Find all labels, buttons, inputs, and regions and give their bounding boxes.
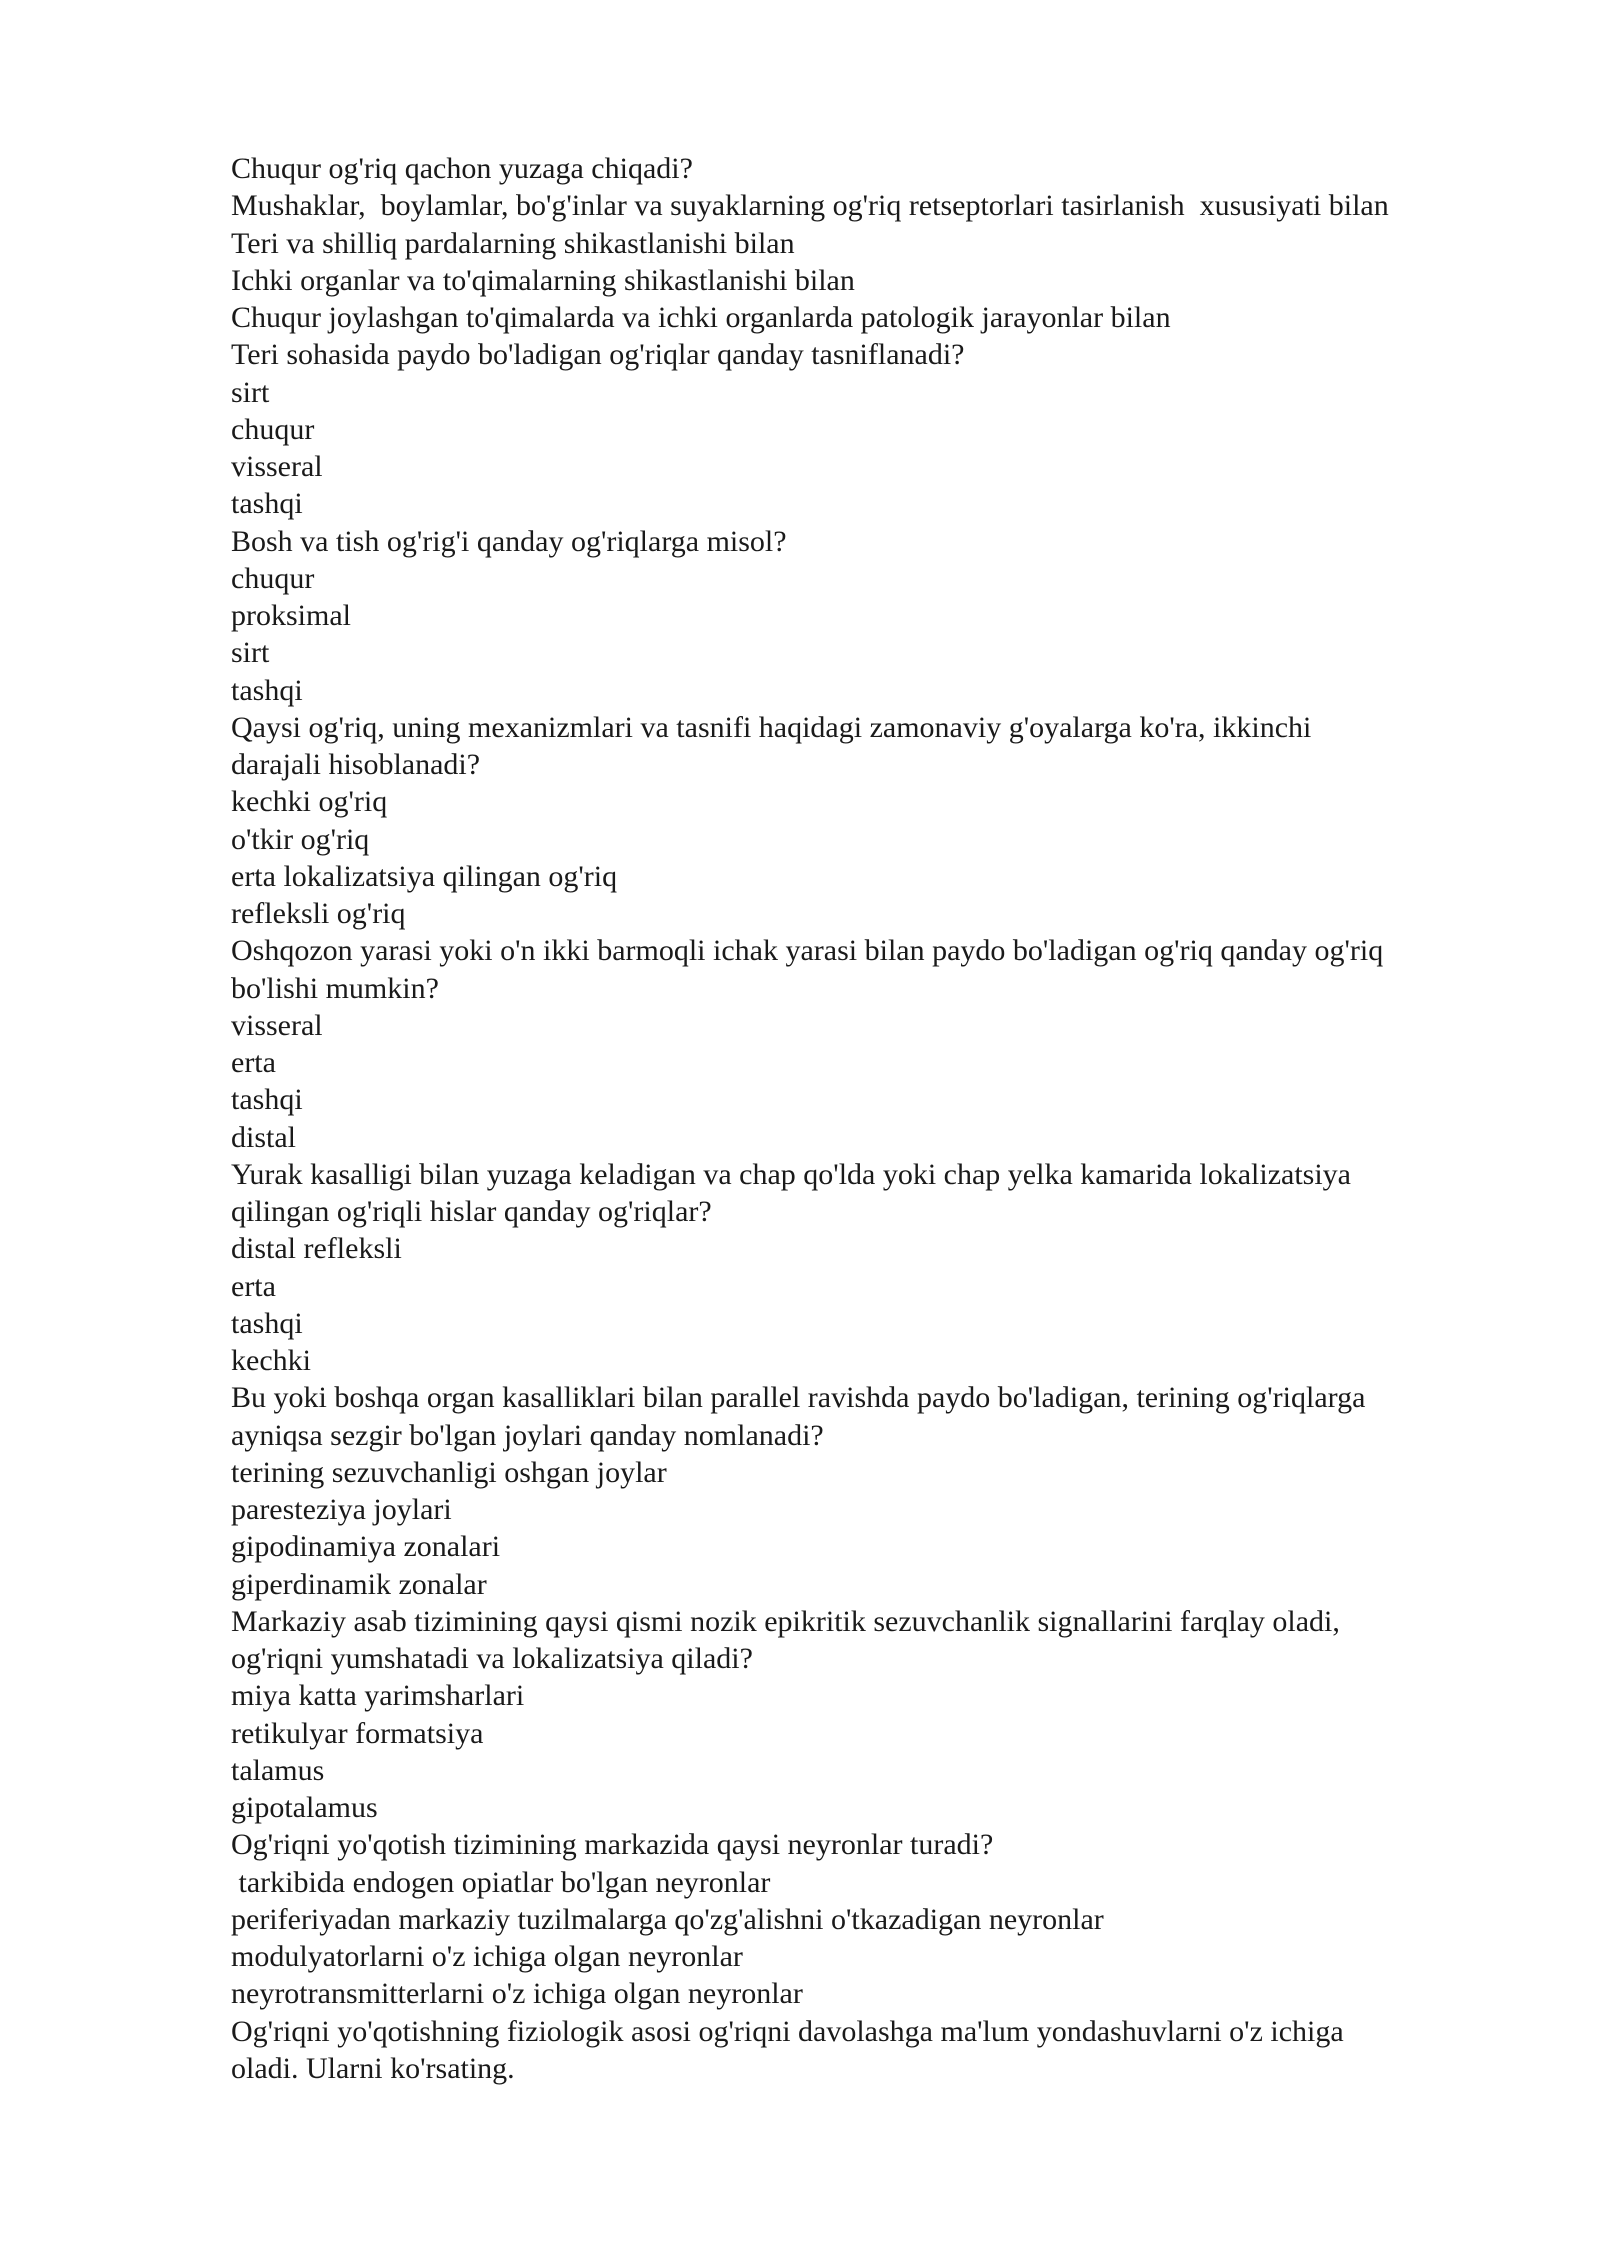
text-line: kechki og'riq	[231, 785, 388, 819]
text-line: visseral	[231, 450, 323, 483]
text-line: Chuqur og'riq qachon yuzaga chiqadi?	[231, 152, 693, 185]
text-line: Yurak kasalligi bilan yuzaga keladigan va chap qo'lda yoki chap yelka kamarida lokalizatsiya	[231, 1157, 1351, 1191]
text-line: retikulyar formatsiya	[231, 1716, 484, 1750]
text-line: giperdinamik zonalar	[231, 1567, 487, 1601]
text-line: o'tkir og'riq	[231, 822, 370, 856]
text-line: Og'riqni yo'qotishning fiziologik asosi og'riqni davolashga ma'lum yondashuvlarni o'z ichiga	[231, 2014, 1344, 2048]
text-line: neyrotransmitterlarni o'z ichiga olgan neyronlar	[231, 1977, 803, 2011]
text-line: modulyatorlarni o'z ichiga olgan neyronlar	[231, 1940, 743, 1973]
text-line: gipodinamiya zonalari	[231, 1530, 501, 1564]
text-line: darajali hisoblanadi?	[231, 748, 481, 781]
text-line: Oshqozon yarasi yoki o'n ikki barmoqli ichak yarasi bilan paydo bo'ladigan og'riq qanday og'riq	[231, 934, 1384, 968]
text-line: refleksli og'riq	[231, 897, 406, 930]
text-line: erta lokalizatsiya qilingan og'riq	[231, 859, 618, 893]
text-line: og'riqni yumshatadi va lokalizatsiya qiladi?	[231, 1642, 753, 1675]
text-line: miya katta yarimsharlari	[231, 1679, 525, 1713]
text-line: terining sezuvchanligi oshgan joylar	[231, 1455, 667, 1489]
text-line: gipotalamus	[231, 1791, 378, 1824]
text-line: Ichki organlar va to'qimalarning shikastlanishi bilan	[231, 263, 855, 297]
text-line: talamus	[231, 1753, 325, 1787]
text-line: oladi. Ularni ko'rsating.	[231, 2051, 515, 2085]
text-line: tashqi	[231, 487, 303, 521]
text-line: bo'lishi mumkin?	[231, 971, 439, 1005]
text-line: kechki	[231, 1344, 311, 1377]
text-line: Chuqur joylashgan to'qimalarda va ichki organlarda patologik jarayonlar bilan	[231, 301, 1171, 334]
text-line: paresteziya joylari	[231, 1493, 452, 1526]
text-line: periferiyadan markaziy tuzilmalarga qo'zg'alishni o'tkazadigan neyronlar	[231, 1902, 1104, 1936]
text-line: tashqi	[231, 1306, 303, 1340]
text-line: erta	[231, 1269, 276, 1303]
text-line: proksimal	[231, 599, 351, 632]
text-line: ayniqsa sezgir bo'lgan joylari qanday nomlanadi?	[231, 1418, 824, 1452]
text-line: chuqur	[231, 561, 315, 595]
text-line: Qaysi og'riq, uning mexanizmlari va tasnifi haqidagi zamonaviy g'oyalarga ko'ra, ikkinchi	[231, 710, 1312, 744]
text-line: erta	[231, 1046, 276, 1079]
document-page	[231, 150, 1531, 2087]
text-line: sirt	[231, 636, 270, 670]
text-line: sirt	[231, 375, 270, 409]
text-line: chuqur	[231, 412, 315, 446]
text-line: distal refleksli	[231, 1232, 402, 1266]
text-line: Og'riqni yo'qotish tizimining markazida qaysi neyronlar turadi?	[231, 1828, 994, 1862]
text-line: tashqi	[231, 673, 303, 707]
text-line: Mushaklar, boylamlar, bo'g'inlar va suyaklarning og'riq retseptorlari tasirlanish xususiyati bilan	[231, 189, 1389, 223]
text-line: distal	[231, 1120, 296, 1154]
text-line: Bosh va tish og'rig'i qanday og'riqlarga misol?	[231, 524, 787, 558]
text-line: qilingan og'riqli hislar qanday og'riqlar?	[231, 1195, 712, 1228]
text-line: Markaziy asab tizimining qaysi qismi nozik epikritik sezuvchanlik signallarini farqlay oladi,	[231, 1604, 1340, 1638]
text-line: Bu yoki boshqa organ kasalliklari bilan parallel ravishda paydo bo'ladigan, terining og'riqlarga	[231, 1381, 1366, 1415]
text-line: visseral	[231, 1008, 323, 1042]
text-line: Teri sohasida paydo bo'ladigan og'riqlar qanday tasniflanadi?	[231, 338, 965, 372]
text-line: tarkibida endogen opiatlar bo'lgan neyronlar	[231, 1865, 771, 1899]
text-line: tashqi	[231, 1083, 303, 1117]
text-line: Teri va shilliq pardalarning shikastlanishi bilan	[231, 226, 795, 260]
